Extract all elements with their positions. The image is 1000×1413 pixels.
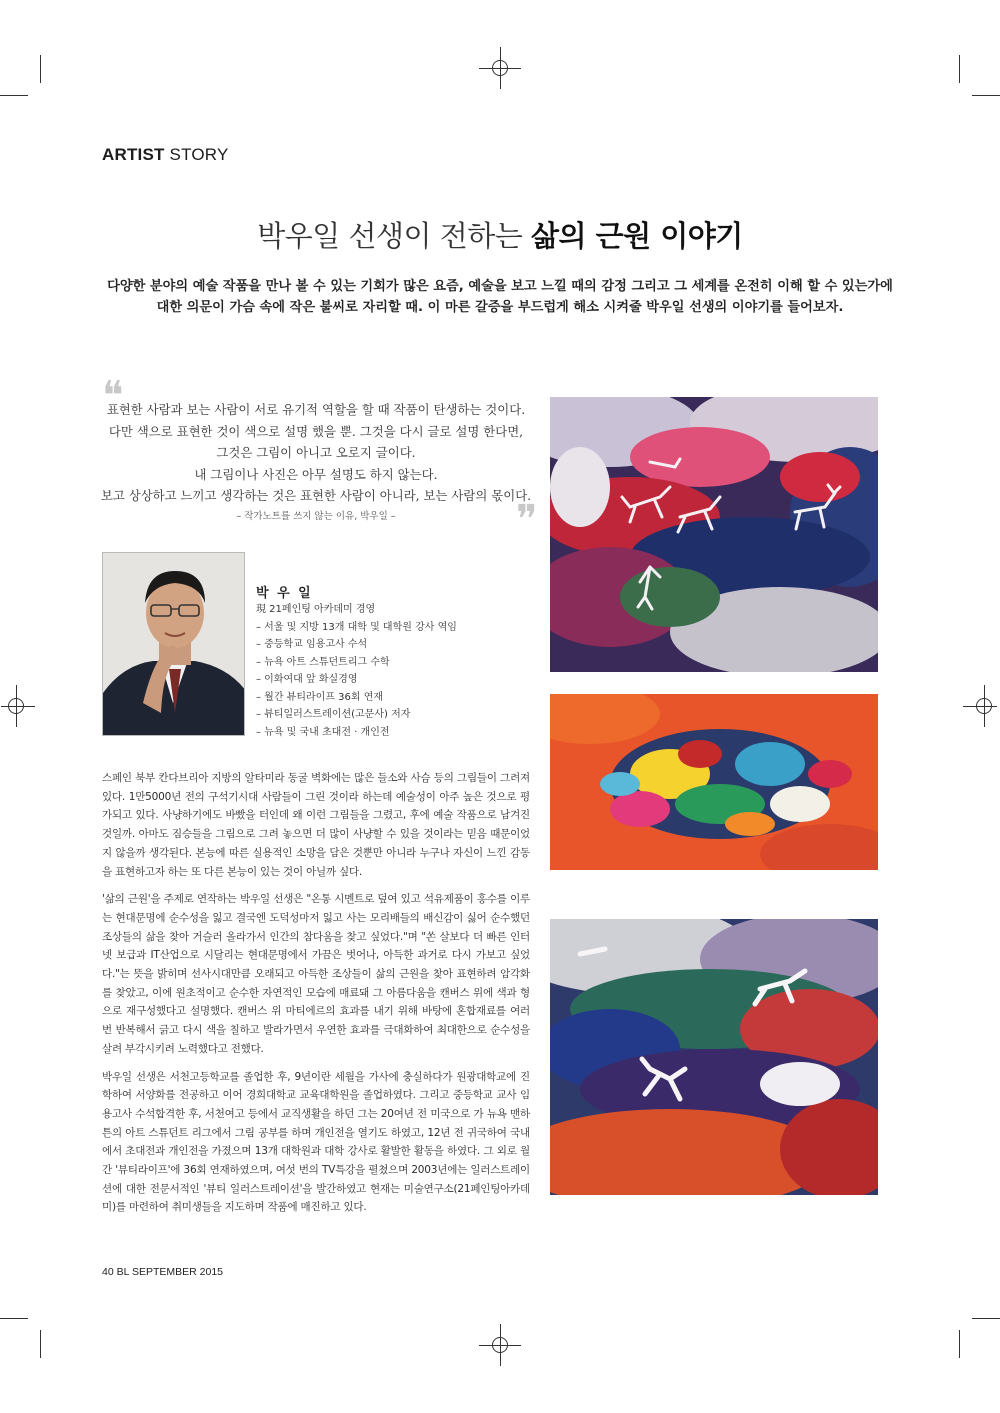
headline-strong: 삶의 근원 이야기 — [531, 219, 743, 253]
section-label: ARTIST STORY — [102, 145, 229, 164]
artist-portrait — [102, 552, 245, 736]
artist-bio-list — [256, 601, 457, 741]
list-item: – 뉴욕 및 국내 초대전 · 개인전 — [256, 726, 390, 738]
page-footer: 40 BL SEPTEMBER 2015 — [102, 1266, 224, 1278]
registration-mark-icon — [973, 695, 995, 717]
registration-mark-icon — [5, 695, 27, 717]
list-item: – 월간 뷰티라이프 36회 연재 — [256, 691, 384, 703]
body-paragraph: 박우일 선생은 서천고등학교를 졸업한 후, 9년이란 세월을 가사에 충실하다가 원광대학교에 진학하여 서양화를 전공하고 이어 경희대학교 교육대학원을 졸업하였다. 그리고 중등학교 교사 임용고사 수석합격한 후, 서천여고 등에서 교직생활을 하던 그는 20여년 전 미국으로 가 뉴욕 맨하튼의 아트 스튜던트 리그에서 그림 공부를 하며 개인전을 열기도 하였고, 12년 전 귀국하여 국내에서 초대전과 개인전을 가졌으며 13개 대학원과 대학 강사로 활발한 활동을 하였다. 그 외로 월간 '뷰티라이프'에 36회 연재하였으며, 여섯 번의 TV특강을 펼쳤으며 2003년에는 일러스트레이션에 대한 전문서적인 '뷰티 일러스트레이션'을 발간하였고 현재는 미술연구소(21페인팅아카데미)를 마련하여 취미생들을 지도하며 작품에 매진하고 있다. — [102, 1070, 530, 1214]
article-headline — [0, 214, 1000, 255]
list-item: – 뉴욕 아트 스튜던트리그 수학 — [256, 656, 390, 668]
body-paragraph: '삶의 근원'을 주제로 연작하는 박우일 선생은 "온통 시멘트로 덮여 있고 석유제품이 홍수를 이루는 현대문명에 순수성을 잃고 결국엔 도덕성마저 잃고 사는 모리배들의 배신감이 싫어 순수했던 조상들의 삶을 찾아 거슬러 올라가서 인간의 참다움을 찾고 싶었다."며 "쏜 살보다 더 빠른 인터넷 보급과 IT산업으로 시달리는 현대문명에서 가끔은 벗어나, 아득한 과거로 다시 가보고 싶었다."는 뜻을 밝히며 선사시대만큼 오래되고 아득한 조상들이 삶의 근원을 찾아 표현하려 암각화를 찾았고, 이에 원초적이고 순수한 자연적인 모습에 매료돼 그 아름다움을 캔버스 위에 색과 형으로 재구성했다고 설명했다. 캔버스 위 마티에르의 효과를 내기 위해 바탕에 혼합재료를 여러 번 반복해서 긁고 다시 색을 칠하고 발라가면서 우연한 효과를 극대화하여 최대한으로 순수성을 살려 부각시키려 노력했다고 전했다. — [102, 893, 530, 1055]
painting-deer — [550, 397, 878, 672]
painting-animals — [550, 919, 878, 1195]
painting-abstract — [550, 694, 878, 870]
article-body — [102, 769, 530, 1226]
list-item: – 서울 및 지방 13개 대학 및 대학원 강사 역임 — [256, 621, 457, 633]
crop-mark — [40, 1330, 41, 1358]
article-lede: 다양한 분야의 예술 작품을 만나 볼 수 있는 기회가 많은 요즘, 예술을 보고 느낄 때의 감정 그리고 그 세계를 온전히 이해 할 수 있는가에 대한 의문이 가슴 속에 작은 불씨로 자리할 때. 이 마른 갈증을 부드럽게 해소 시켜줄 박우일 선생의 이야기를 들어보자. — [107, 279, 893, 315]
crop-mark — [0, 95, 28, 96]
list-item: 現 21페인팅 아카데미 경영 — [256, 604, 376, 615]
crop-mark — [0, 1318, 28, 1319]
crop-mark — [972, 95, 1000, 96]
quote-source: – 작가노트를 쓰지 않는 이유, 박우일 – — [236, 511, 396, 522]
registration-mark-icon — [489, 1334, 511, 1356]
pull-quote: 표현한 사람과 보는 사람이 서로 유기적 역할을 할 때 작품이 탄생하는 것이다. 다만 색으로 표현한 것이 색으로 설명 했을 뿐. 그것을 다시 글로 설명 한다면, 그것은 그림이 아니고 오로지 글이다. 내 그림이나 사진은 아무 설명도 하지 않는다. 보고 상상하고 느끼고 생각하는 것은 표현한 사람이 아니라, 보는 사람의 몫이다. — [100, 402, 532, 503]
crop-mark — [959, 1330, 960, 1358]
crop-mark — [40, 55, 41, 83]
registration-mark-icon — [489, 57, 511, 79]
crop-mark — [972, 1318, 1000, 1319]
open-quote-icon: ❝ — [102, 373, 124, 419]
headline-light: 박우일 선생이 전하는 — [257, 219, 523, 253]
crop-mark — [959, 55, 960, 83]
artist-name: 박 우 일 — [256, 586, 313, 601]
list-item: – 중등학교 임용고사 수석 — [256, 639, 368, 650]
close-quote-icon: ❞ — [516, 497, 538, 543]
list-item: – 이화여대 앞 화실경영 — [256, 674, 358, 685]
body-paragraph: 스페인 북부 칸다브리아 지방의 알타미라 동굴 벽화에는 많은 들소와 사슴 등의 그림들이 그려져 있다. 1만5000년 전의 구석기시대 사람들이 그린 것이라 하는데 예술성이 아주 높은 것으로 평가되고 있다. 사냥하기에도 바빴을 터인데 왜 이런 그림들을 그렸고, 후에 예술 작품으로 남겨진 것일까. 아마도 짐승들을 그림으로 그려 놓으면 더 많이 사냥할 수 있을 것이라는 믿음 때문이었지 않을까 생각된다. 본능에 따른 실용적인 소망을 담은 것뿐만 아니라 누구나 자신이 느낀 감동을 표현하고자 하는 또 다른 본능이 있는 것이 아닐까 싶다. — [102, 772, 530, 878]
list-item: – 뷰티일러스트레이션(고문사) 저자 — [256, 709, 411, 720]
